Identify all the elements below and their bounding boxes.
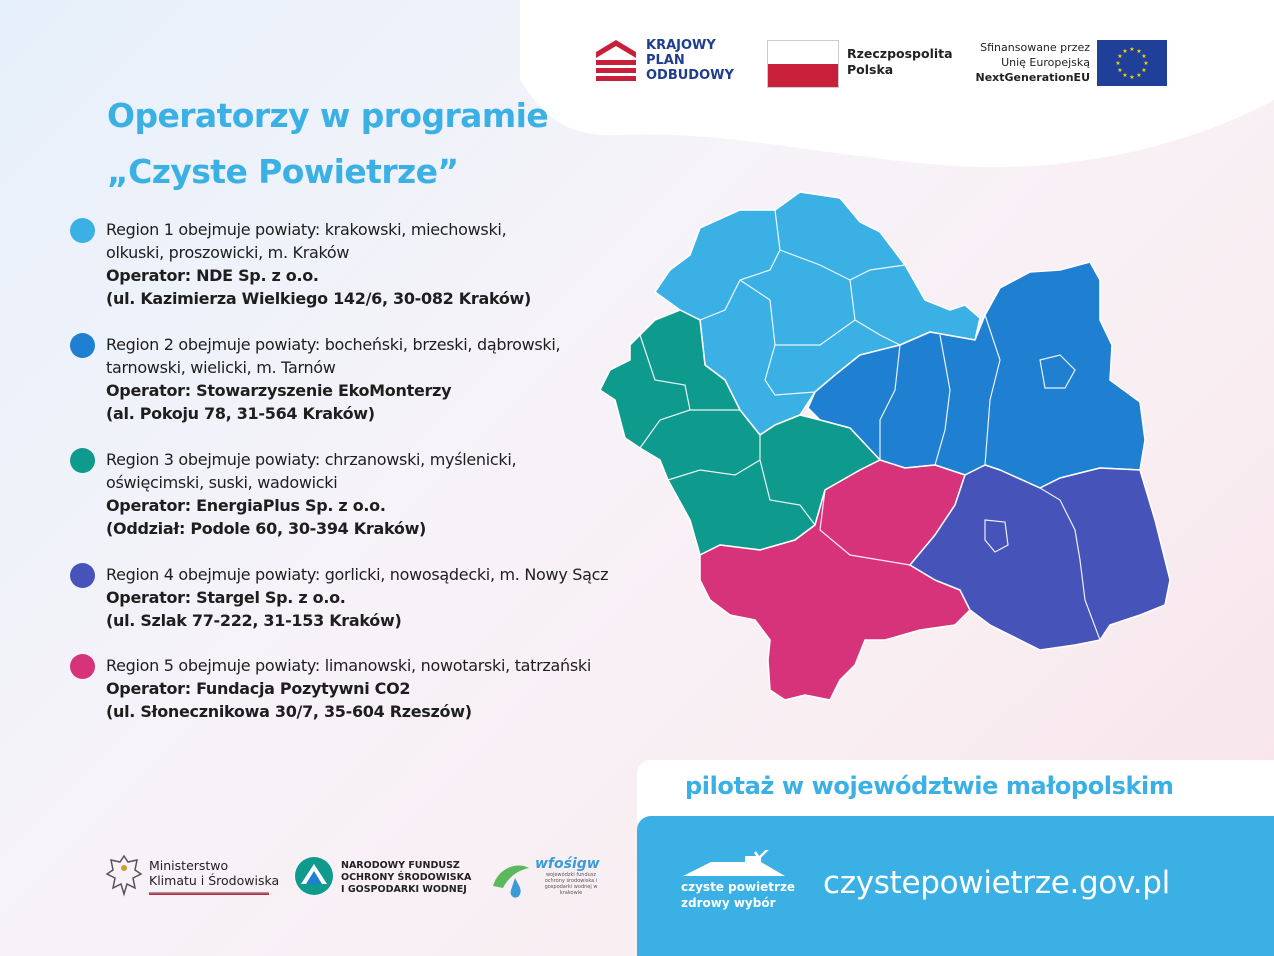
wfosigw-head: wfośigw (535, 856, 600, 872)
region-4-dot (70, 563, 95, 588)
svg-text:★: ★ (1143, 60, 1149, 67)
wfosigw-logo (489, 856, 533, 902)
region-5-line1: Region 5 obejmuje powiaty: limanowski, nowotarski, tatrzański (106, 656, 592, 675)
region-3-operator: Operator: EnergiaPlus Sp. z o.o. (106, 496, 386, 515)
region-5-address: (ul. Słonecznikowa 30/7, 35-604 Rzeszów) (106, 702, 472, 721)
region-4-address: (ul. Szlak 77-222, 31-153 Kraków) (106, 611, 402, 630)
region-5-operator: Operator: Fundacja Pozytywni CO2 (106, 679, 411, 698)
nfosigw-logo (293, 854, 335, 898)
mks-text: Ministerstwo Klimatu i Środowiska (149, 858, 280, 888)
region-3-dot (70, 448, 95, 473)
page-title (107, 88, 647, 200)
svg-text:★: ★ (1141, 67, 1147, 74)
svg-text:★: ★ (1115, 60, 1121, 67)
svg-text:★: ★ (1117, 53, 1123, 60)
eagle-emblem (105, 852, 143, 898)
region-2-operator: Operator: Stowarzyszenie EkoMonterzy (106, 381, 452, 400)
svg-text:★: ★ (1117, 67, 1123, 74)
logo-line-1: czyste powietrze (681, 880, 796, 894)
top-logos (590, 36, 1180, 96)
kpo-logo (594, 38, 638, 86)
url-box (637, 816, 1274, 956)
kpo-text: KRAJOWY PLAN ODBUDOWY (646, 38, 734, 83)
logo-line-2: zdrowy wybór (681, 896, 776, 910)
nfosigw-text: NARODOWY FUNDUSZ OCHRONY ŚRODOWISKA I GOSPODARKI WODNEJ (341, 860, 472, 895)
poland-flag (767, 40, 839, 88)
rp-text: Rzeczpospolita Polska (847, 46, 953, 77)
region-1-dot (70, 218, 95, 243)
svg-text:★: ★ (1122, 72, 1128, 79)
title-line-1: Operatorzy w programie (107, 96, 549, 135)
region-1-line1: Region 1 obejmuje powiaty: krakowski, miechowski, (106, 220, 507, 239)
svg-text:★: ★ (1136, 48, 1142, 55)
svg-text:★: ★ (1136, 72, 1142, 79)
pilot-text: pilotaż w województwie małopolskim (685, 772, 1174, 800)
czyste-powietrze-logo (681, 850, 796, 922)
eu-flag (1097, 40, 1167, 86)
region-2-line2: tarnowski, wielicki, m. Tarnów (106, 358, 336, 377)
title-line-2: „Czyste Powietrze” (107, 152, 459, 191)
bottom-logos (105, 850, 605, 910)
svg-text:★: ★ (1129, 46, 1135, 53)
malopolska-map (585, 185, 1175, 710)
pilot-box (637, 760, 1274, 822)
region-2-address: (al. Pokoju 78, 31-564 Kraków) (106, 404, 375, 423)
svg-text:★: ★ (1141, 53, 1147, 60)
region-2-dot (70, 333, 95, 358)
region-4-operator: Operator: Stargel Sp. z o.o. (106, 588, 346, 607)
region-3-line1: Region 3 obejmuje powiaty: chrzanowski, myślenicki, (106, 450, 517, 469)
brand-box (637, 760, 1274, 956)
region-1-operator: Operator: NDE Sp. z o.o. (106, 266, 319, 285)
wfosigw-sub: wojewódzki fundusz ochrony środowiska i gospodarki wodnej w krakowie (544, 872, 598, 896)
house-check-icon (681, 850, 791, 878)
region-1-line2: olkuski, proszowicki, m. Kraków (106, 243, 350, 262)
region-3-line2: oświęcimski, suski, wadowicki (106, 473, 338, 492)
mks-underline (149, 892, 269, 895)
region-2-line1: Region 2 obejmuje powiaty: bocheński, brzeski, dąbrowski, (106, 335, 561, 354)
region-5-dot (70, 654, 95, 679)
region-4-line1: Region 4 obejmuje powiaty: gorlicki, nowosądecki, m. Nowy Sącz (106, 565, 609, 584)
region-1-address: (ul. Kazimierza Wielkiego 142/6, 30-082 Kraków) (106, 289, 532, 308)
eu-funding-text: Sfinansowane przez Unię Europejską NextGenerationEU (975, 41, 1090, 84)
svg-text:★: ★ (1122, 48, 1128, 55)
svg-text:★: ★ (1129, 74, 1135, 81)
website-url[interactable]: czystepowietrze.gov.pl (823, 865, 1170, 901)
region-3-address: (Oddział: Podole 60, 30-394 Kraków) (106, 519, 427, 538)
